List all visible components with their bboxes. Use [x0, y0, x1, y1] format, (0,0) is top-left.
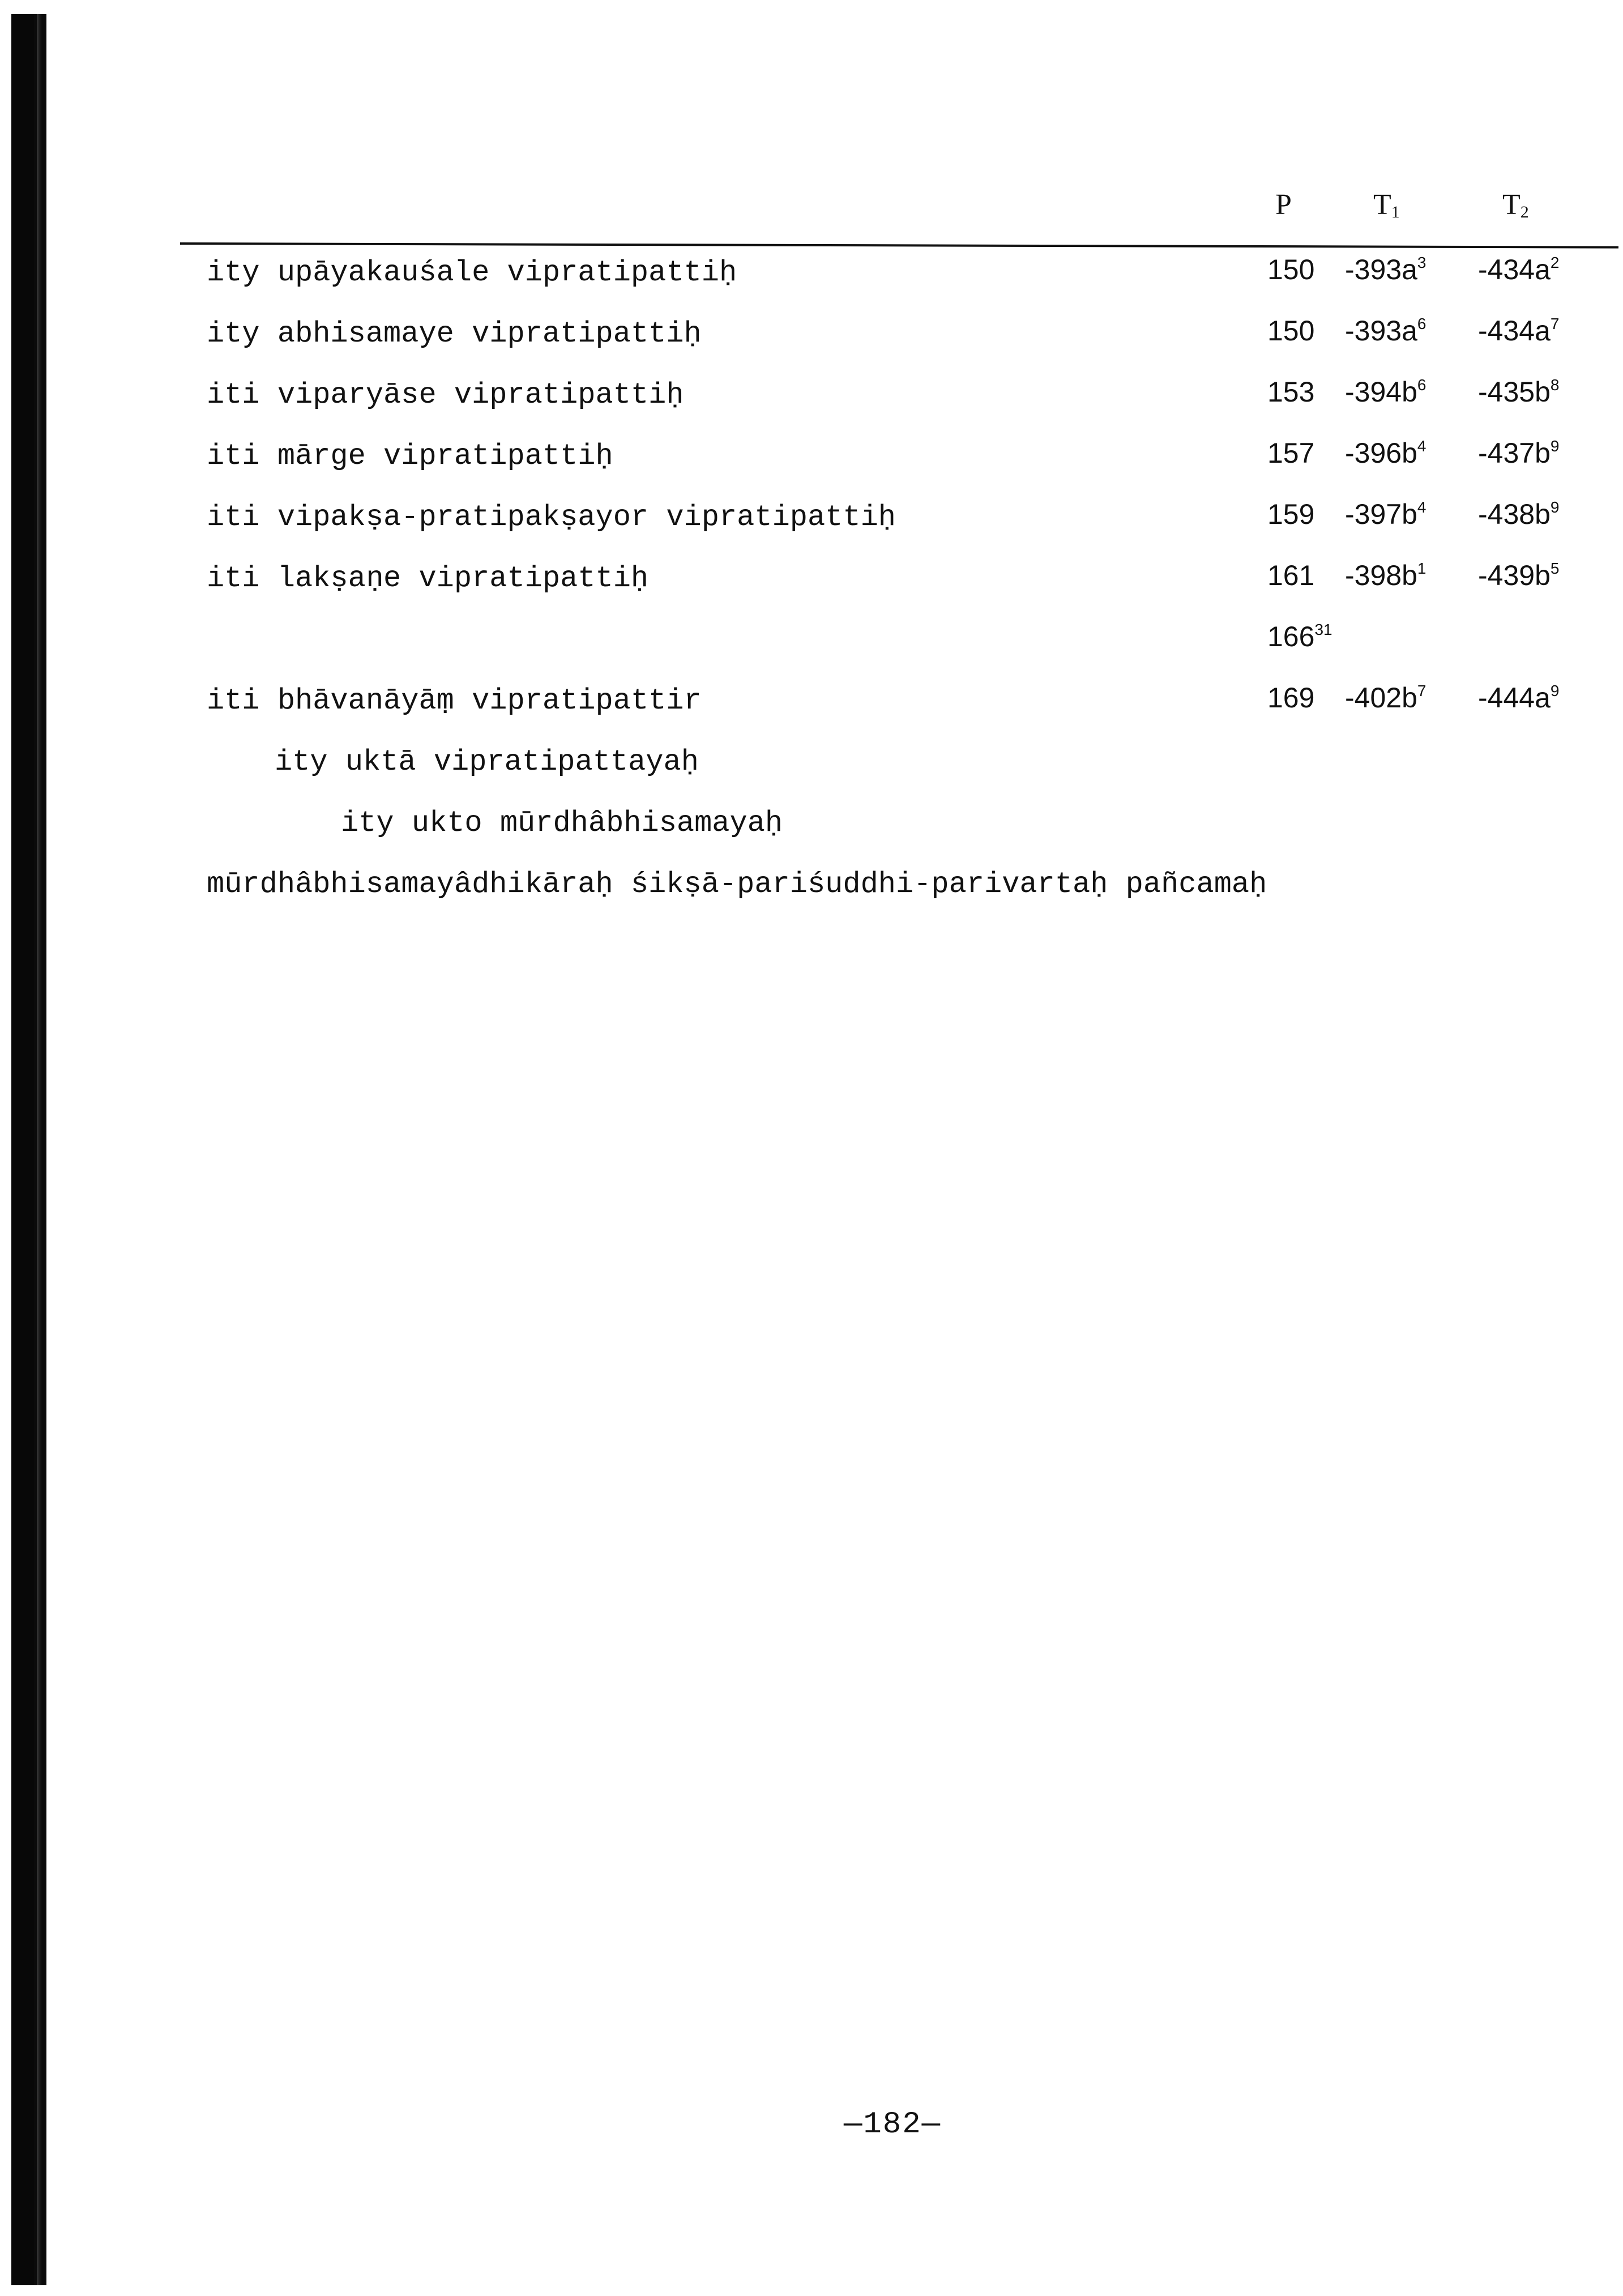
chapter-colophon: mūrdhâbhisamayâdhikāraḥ śikṣā-pariśuddhi-parivartaḥ pañcamaḥ	[207, 868, 1267, 901]
t1-value: $-396b^4$	[1345, 437, 1426, 469]
p-value: 157	[1267, 437, 1315, 469]
entry-text: iti lakṣaṇe vipratipattiḥ	[207, 562, 649, 595]
entry-text: iti bhāvanāyāṃ vipratipattir	[207, 684, 702, 718]
header-rule	[180, 242, 1618, 249]
t1-value: $-393a^6$	[1345, 315, 1426, 347]
p-value: 153	[1267, 376, 1315, 408]
t1-value: $-393a^3$	[1345, 254, 1426, 285]
p-value: $166^{31}$	[1267, 621, 1332, 652]
entry-text: ity upāyakauśale vipratipattiḥ	[207, 256, 737, 289]
t2-value: $-435b^8$	[1478, 376, 1560, 408]
p-value: 161	[1267, 560, 1315, 591]
binding-edge	[11, 14, 46, 2285]
closing-line: ity uktā vipratipattayaḥ	[275, 745, 699, 779]
t2-value: $-439b^5$	[1478, 560, 1560, 591]
t2-value: $-438b^9$	[1478, 498, 1560, 530]
column-header-t2: $T_2$	[1502, 189, 1529, 221]
t1-value: $-398b^1$	[1345, 560, 1426, 591]
t2-value: $-434a^2$	[1478, 254, 1560, 285]
entry-text: iti mārge vipratipattiḥ	[207, 439, 613, 473]
p-value: 159	[1267, 498, 1315, 530]
t2-value: $-434a^7$	[1478, 315, 1560, 347]
page-number: —182—	[844, 2107, 942, 2142]
closing-line: ity ukto mūrdhâbhisamayaḥ	[341, 806, 783, 840]
column-header-p: P	[1275, 189, 1292, 221]
entry-text: iti viparyāse vipratipattiḥ	[207, 378, 684, 412]
p-value: 150	[1267, 315, 1315, 347]
t1-value: $-394b^6$	[1345, 376, 1426, 408]
t1-value: $-397b^4$	[1345, 498, 1426, 530]
t2-value: $-444a^9$	[1478, 682, 1560, 714]
entry-text: iti vipakṣa-pratipakṣayor vipratipattiḥ	[207, 501, 896, 534]
p-value: 169	[1267, 682, 1315, 714]
t1-value: $-402b^7$	[1345, 682, 1426, 714]
column-header-t1: $T_1$	[1373, 189, 1400, 221]
entry-text: ity abhisamaye vipratipattiḥ	[207, 317, 702, 351]
p-value: 150	[1267, 254, 1315, 285]
t2-value: $-437b^9$	[1478, 437, 1560, 469]
